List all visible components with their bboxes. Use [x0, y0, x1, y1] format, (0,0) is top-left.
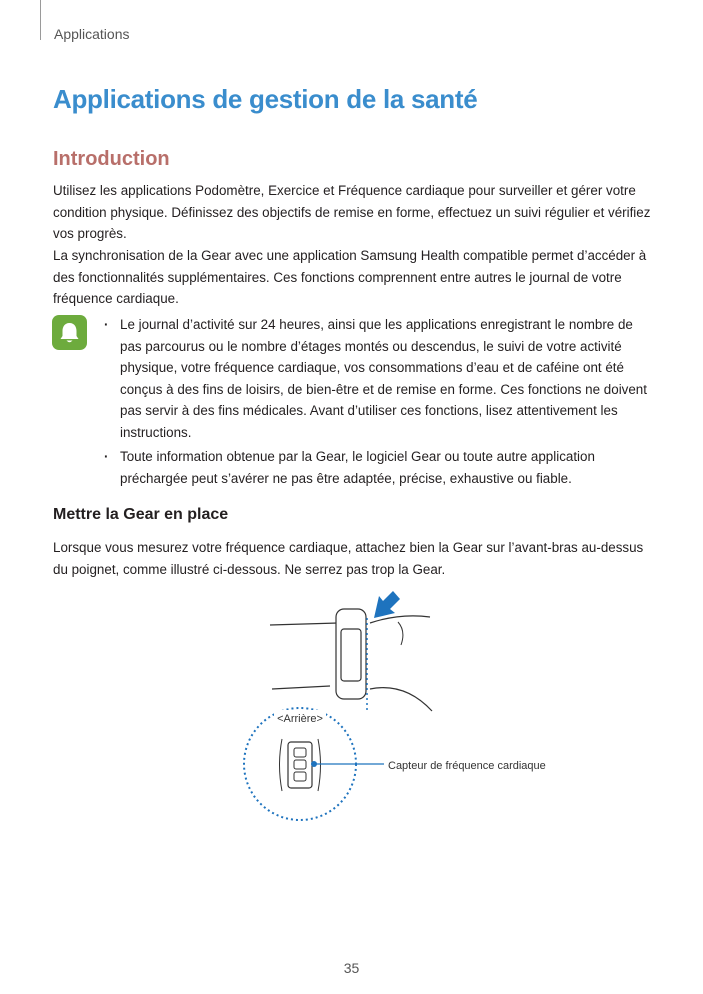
- page-number: 35: [343, 960, 360, 976]
- gear-screen: [341, 629, 361, 681]
- back-label: <Arrière>: [277, 713, 323, 725]
- header-rule: [40, 0, 41, 40]
- sensor-label: Capteur de fréquence cardiaque: [388, 760, 546, 772]
- note-item: · Toute information obtenue par la Gear, le logiciel Gear ou toute autre application préchargée peut s’avérer ne pas être adaptée, précise, exhaustive ou fiable.: [104, 446, 649, 489]
- finger-crease: [398, 622, 403, 645]
- sensor-led: [294, 772, 306, 781]
- placement-arrow: [374, 591, 400, 618]
- wearing-heading: Mettre la Gear en place: [53, 506, 229, 523]
- arm-outline-top-right: [370, 616, 430, 623]
- introduction-heading: Introduction: [53, 148, 170, 170]
- note-list: [104, 314, 649, 492]
- sensor-led: [294, 748, 306, 757]
- sensor-led: [294, 760, 306, 769]
- arm-outline-top: [270, 623, 338, 625]
- wearing-illustration: [230, 585, 560, 825]
- intro-paragraph-1: Utilisez les applications Podomètre, Exercice et Fréquence cardiaque pour surveiller et gérer votre condition physique. Définissez des objectifs de remise en forme, effectuez un suivi régulier et vérifiez vos progrès.: [53, 183, 651, 241]
- header-section-label: Applications: [54, 26, 130, 42]
- arm-outline-bottom: [272, 686, 330, 689]
- intro-paragraph-2: La synchronisation de la Gear avec une application Samsung Health compatible permet d’accéder à des fonctionnalités supplémentaires. Ces fonctions comprennent entre autres le journal de votre fréquence cardiaque.: [53, 248, 647, 306]
- page-title: Applications de gestion de la santé: [53, 84, 478, 114]
- wearing-paragraph: Lorsque vous mesurez votre fréquence cardiaque, attachez bien la Gear sur l’avant-bras au-dessus du poignet, comme illustré ci-dessous. Ne serrez pas trop la Gear.: [53, 540, 644, 577]
- bell-icon: [52, 315, 87, 350]
- note-item: · Le journal d’activité sur 24 heures, ainsi que les applications enregistrant le nombre de pas parcourus ou le nombre d’étages montés ou descendus, le suivi de votre activité physique, votre fréquence cardiaque, vos consommations d’eau et de caféine ont été conçus à des fins de loisirs, de bien-être et de remise en forme. Ces fonctions ne doivent pas servir à des fins médicales. Avant d’utiliser ces fonctions, lisez attentivement les instructions.: [104, 314, 649, 443]
- arm-outline-bottom-right: [370, 688, 432, 711]
